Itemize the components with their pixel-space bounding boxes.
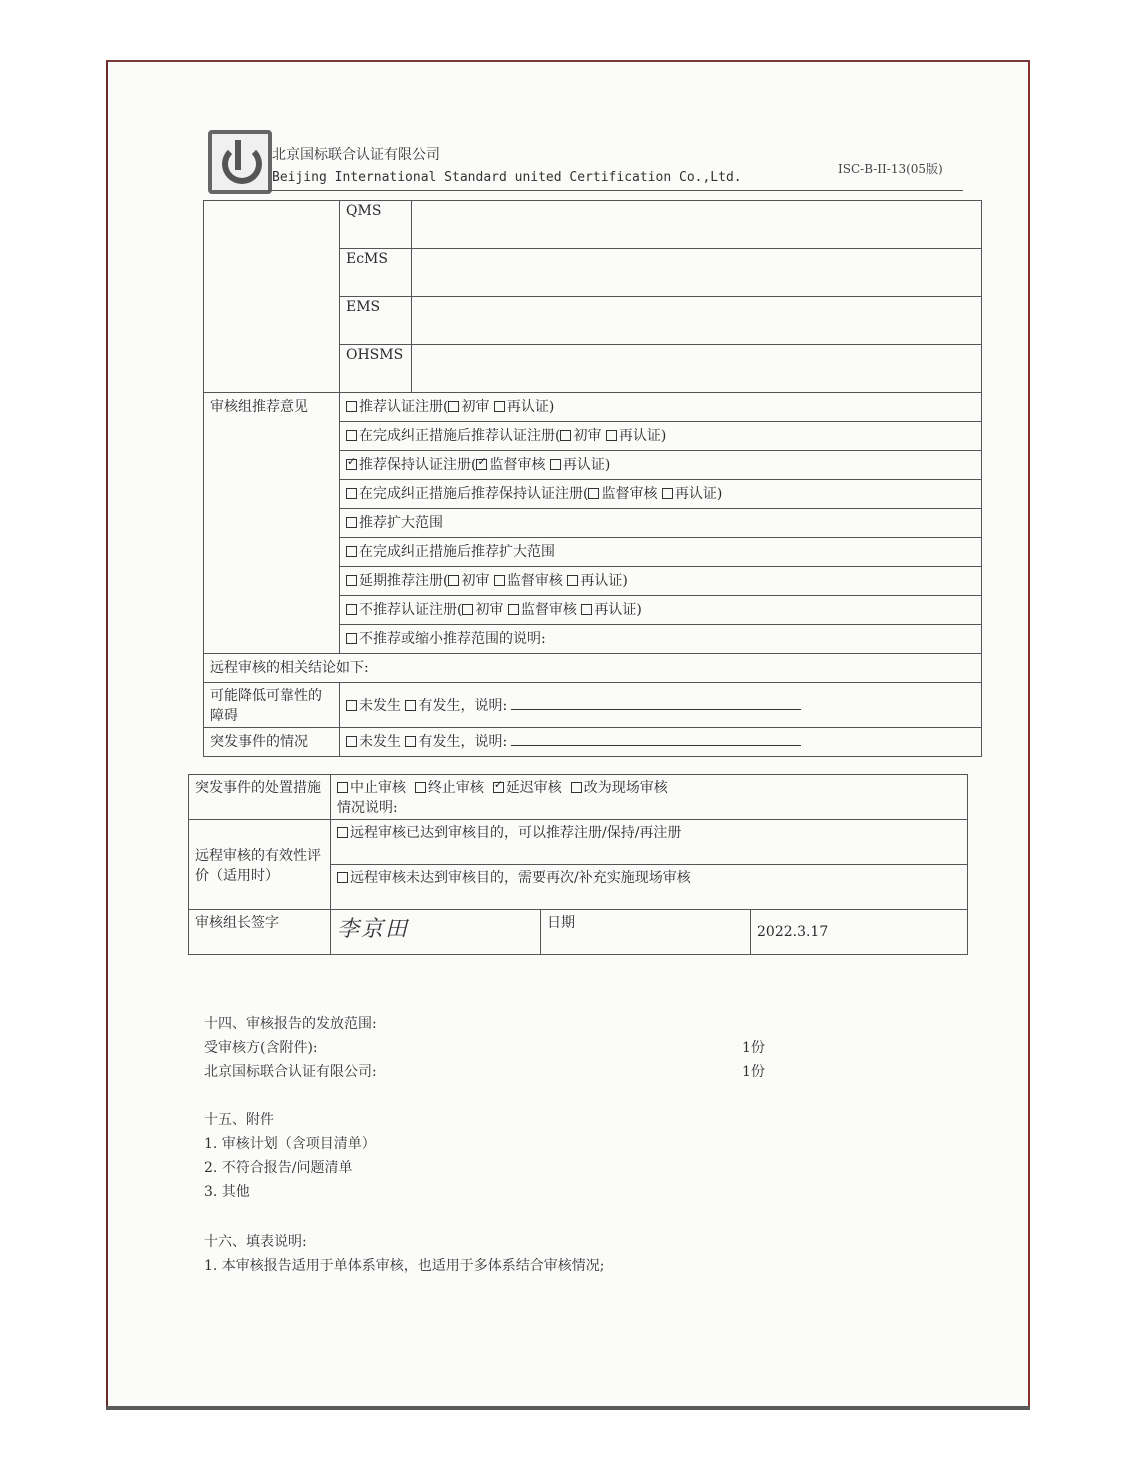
section14-row-label: 受审核方(含附件): — [204, 1040, 318, 1056]
checkbox-checked[interactable] — [346, 459, 357, 470]
incident-options: 未发生 有发生，说明: — [340, 728, 982, 757]
recommend-option: 在完成纠正措施后推荐保持认证注册( 监督审核 再认证) — [340, 480, 982, 509]
system-content — [412, 249, 982, 297]
company-name-en: Beijing International Standard united Certification Co.,Ltd. — [272, 170, 742, 185]
system-label: OHSMS — [340, 345, 412, 393]
validity-yes: 远程审核已达到审核目的，可以推荐注册/保持/再注册 — [331, 820, 968, 865]
section14-row-copies: 1份 — [742, 1040, 765, 1056]
sign-label: 审核组长签字 — [189, 910, 331, 955]
checkbox[interactable] — [337, 782, 348, 793]
checkbox[interactable] — [337, 872, 348, 883]
fill-line[interactable] — [511, 735, 801, 746]
blank-cell — [204, 201, 340, 393]
checkbox[interactable] — [346, 401, 357, 412]
checkbox[interactable] — [571, 782, 582, 793]
recommendation-table — [203, 200, 982, 757]
signature-cell — [331, 910, 541, 955]
section16-title: 十六、填表说明: — [204, 1234, 307, 1250]
recommend-option: 在完成纠正措施后推荐认证注册( 初审 再认证) — [340, 422, 982, 451]
header-divider — [268, 190, 963, 191]
section14-row-copies: 1份 — [742, 1064, 765, 1080]
checkbox[interactable] — [448, 575, 459, 586]
checkbox[interactable] — [405, 700, 416, 711]
checkbox[interactable] — [346, 488, 357, 499]
company-name-cn: 北京国标联合认证有限公司 — [272, 147, 440, 163]
checkbox[interactable] — [567, 575, 578, 586]
remote-audit-table — [188, 774, 968, 955]
signature: 李京田 — [337, 917, 410, 942]
section15-item: 2. 不符合报告/问题清单 — [204, 1160, 353, 1176]
date-value: 2022.3.17 — [751, 910, 968, 955]
section15-item: 1. 审核计划（含项目清单） — [204, 1136, 376, 1152]
recommend-option: 延期推荐注册( 初审 监督审核 再认证) — [340, 567, 982, 596]
recommend-option: 在完成纠正措施后推荐扩大范围 — [340, 538, 982, 567]
incident-label: 突发事件的情况 — [204, 728, 340, 757]
checkbox[interactable] — [560, 430, 571, 441]
checkbox[interactable] — [415, 782, 426, 793]
fill-line[interactable] — [511, 699, 801, 710]
checkbox[interactable] — [550, 459, 561, 470]
checkbox-checked[interactable] — [476, 459, 487, 470]
recommend-option: 不推荐认证注册( 初审 监督审核 再认证) — [340, 596, 982, 625]
recommend-label: 审核组推荐意见 — [204, 393, 340, 654]
checkbox[interactable] — [494, 401, 505, 412]
section14-row-label: 北京国标联合认证有限公司: — [204, 1064, 377, 1080]
checkbox[interactable] — [346, 546, 357, 557]
system-content — [412, 297, 982, 345]
checkbox[interactable] — [508, 604, 519, 615]
handling-note: 情况说明: — [337, 800, 398, 816]
checkbox[interactable] — [606, 430, 617, 441]
date-label: 日期 — [541, 910, 751, 955]
checkbox[interactable] — [581, 604, 592, 615]
checkbox[interactable] — [346, 575, 357, 586]
checkbox[interactable] — [346, 736, 357, 747]
handling-options: 中止审核 终止审核 ✓ 延迟审核 改为现场审核 情况说明: — [331, 775, 968, 820]
checkbox[interactable] — [346, 517, 357, 528]
checkbox[interactable] — [346, 700, 357, 711]
system-label: EcMS — [340, 249, 412, 297]
checkbox[interactable] — [405, 736, 416, 747]
remote-title: 远程审核的相关结论如下: — [204, 654, 982, 683]
section16-item: 1. 本审核报告适用于单体系审核，也适用于多体系结合审核情况; — [204, 1258, 605, 1274]
recommend-option: ✓推荐保持认证注册(✓ 监督审核 再认证) — [340, 451, 982, 480]
document-code: ISC-B-II-13(05版) — [838, 162, 943, 176]
paper-sheet — [106, 60, 1030, 1406]
recommend-option: 推荐扩大范围 — [340, 509, 982, 538]
validity-label: 远程审核的有效性评价（适用时） — [189, 820, 331, 910]
checkbox[interactable] — [346, 604, 357, 615]
reliability-label: 可能降低可靠性的障碍 — [204, 683, 340, 728]
checkbox[interactable] — [346, 430, 357, 441]
recommend-option: 不推荐或缩小推荐范围的说明: — [340, 625, 982, 654]
checkbox-checked[interactable] — [493, 782, 504, 793]
section14-title: 十四、审核报告的发放范围: — [204, 1016, 377, 1032]
checkbox[interactable] — [448, 401, 459, 412]
system-label: QMS — [340, 201, 412, 249]
section15-item: 3. 其他 — [204, 1184, 250, 1200]
handling-label: 突发事件的处置措施 — [189, 775, 331, 820]
recommend-option: 推荐认证注册( 初审 再认证) — [340, 393, 982, 422]
checkbox[interactable] — [588, 488, 599, 499]
checkbox[interactable] — [346, 633, 357, 644]
checkbox[interactable] — [337, 827, 348, 838]
checkbox[interactable] — [462, 604, 473, 615]
checkbox[interactable] — [494, 575, 505, 586]
company-logo-icon — [208, 130, 272, 194]
system-content — [412, 201, 982, 249]
checkbox[interactable] — [662, 488, 673, 499]
system-label: EMS — [340, 297, 412, 345]
system-content — [412, 345, 982, 393]
validity-no: 远程审核未达到审核目的，需要再次/补充实施现场审核 — [331, 865, 968, 910]
reliability-options: 未发生 有发生，说明: — [340, 683, 982, 728]
section15-title: 十五、附件 — [204, 1112, 274, 1128]
